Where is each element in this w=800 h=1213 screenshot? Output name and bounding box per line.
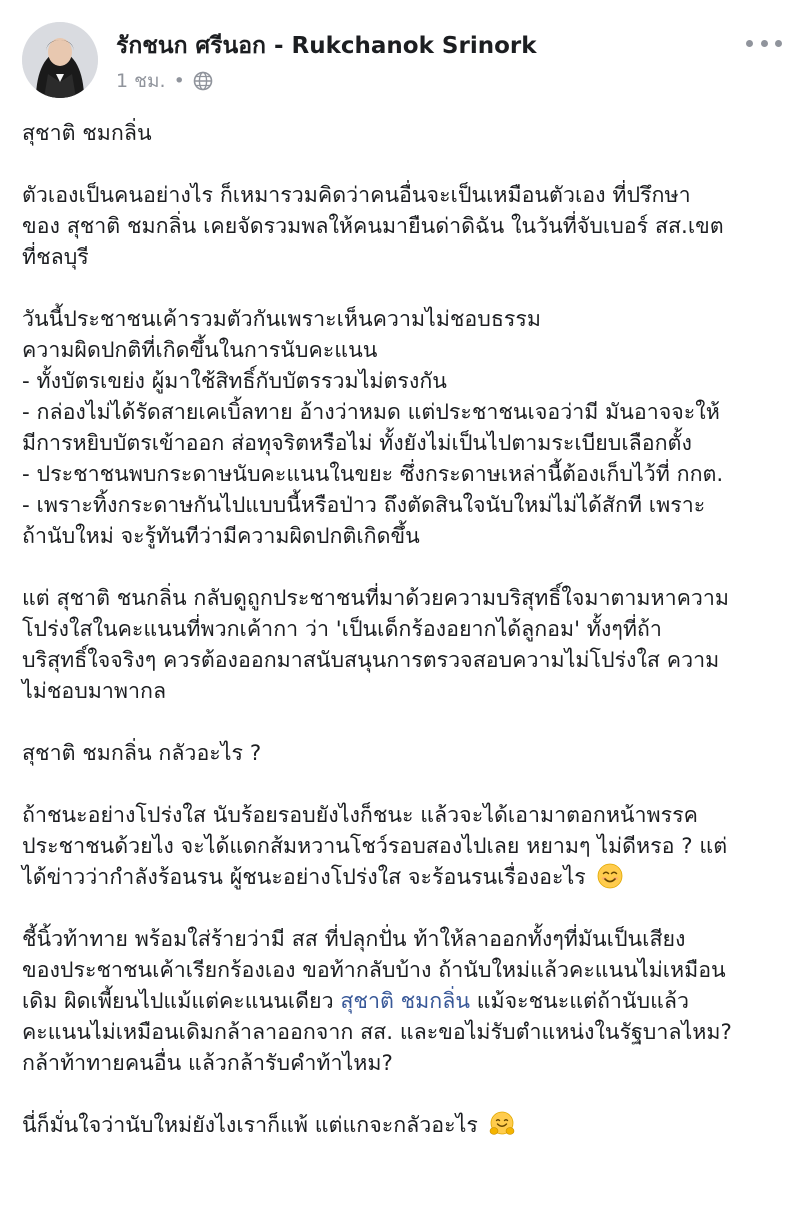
post-line: ของ สุชาติ ชมกลิ่น เคยจัดรวมพลให้คนมายืนด่าดิฉัน ในวันที่จับเบอร์ สส.เขต — [22, 214, 724, 239]
post-line: - ทั้งบัตรเขย่ง ผู้มาใช้สิทธิ์กับบัตรรวมไม่ตรงกัน — [22, 369, 447, 394]
more-dot — [761, 40, 768, 47]
post-line-text: นี่ก็มั่นใจว่านับใหม่ยังไงเราก็แพ้ แต่แกจะกลัวอะไร — [22, 1113, 478, 1138]
hugging-face-emoji-icon — [489, 1111, 515, 1137]
post-line-text: ได้ข่าวว่ากำลังร้อนรน ผู้ชนะอย่างโปร่งใส จะร้อนรนเรื่องอะไร — [22, 865, 586, 890]
paragraph-1 — [22, 118, 792, 149]
globe-icon[interactable] — [193, 71, 213, 91]
post-meta — [116, 66, 213, 96]
post-line: - ประชาชนพบกระดาษนับคะแนนในขยะ ซึ่งกระดาษเหล่านี้ต้องเก็บไว้ที่ กกต. — [22, 462, 724, 487]
paragraph-7 — [22, 924, 792, 1079]
paragraph-5 — [22, 738, 792, 769]
post-line: วันนี้ประชาชนเค้ารวมตัวกันเพราะเห็นความไม่ชอบธรรม — [22, 307, 541, 332]
post-line: สุชาติ ชมกลิ่น กลัวอะไร ? — [22, 741, 262, 766]
post-time[interactable]: 1 ชม. — [116, 70, 166, 92]
post-line: กล้าท้าทายคนอื่น แล้วกล้ารับคำท้าไหม? — [22, 1051, 393, 1076]
smiling-face-emoji-icon — [597, 863, 623, 889]
author-name[interactable]: รักชนก ศรีนอก - Rukchanok Srinork — [116, 33, 537, 59]
post-line: มีการหยิบบัตรเข้าออก ส่อทุจริตหรือไม่ ทั้งยังไม่เป็นไปตามระเบียบเลือกตั้ง — [22, 431, 692, 456]
post-line: โปร่งใสในคะแนนที่พวกเค้ากา ว่า 'เป็นเด็กร้องอยากได้ลูกอม' ทั้งๆที่ถ้า — [22, 617, 662, 642]
post-line: - เพราะทิ้งกระดาษกันไปแบบนี้หรือป่าว ถึงตัดสินใจนับใหม่ไม่ได้สักที เพราะ — [22, 493, 706, 518]
post-line: ที่ชลบุรี — [22, 245, 89, 270]
paragraph-6 — [22, 800, 792, 893]
post-line — [22, 986, 792, 1017]
post-line: ถ้านับใหม่ จะรู้ทันทีว่ามีความผิดปกติเกิดขึ้น — [22, 524, 420, 549]
more-options-icon[interactable] — [746, 32, 782, 54]
post-line — [22, 1110, 792, 1141]
post-line-text: เดิม ผิดเพี้ยนไปแม้แต่คะแนนเดียว — [22, 989, 341, 1014]
post-line-text: แม้จะชนะแต่ถ้านับแล้ว — [469, 989, 690, 1014]
post-line: สุชาติ ชมกลิ่น — [22, 121, 152, 146]
post-line: ตัวเองเป็นคนอย่างไร ก็เหมารวมคิดว่าคนอื่นจะเป็นเหมือนตัวเอง ที่ปรึกษา — [22, 183, 691, 208]
paragraph-4 — [22, 583, 792, 707]
meta-separator: • — [173, 70, 185, 92]
mention-link[interactable]: สุชาติ ชมกลิ่น — [340, 989, 470, 1014]
more-dot — [775, 40, 782, 47]
more-dot — [746, 40, 753, 47]
post-line: แต่ สุชาติ ชนกลิ่น กลับดูถูกประชาชนที่มาด้วยความบริสุทธิ์ใจมาตามหาความ — [22, 586, 730, 611]
post-line: ถ้าชนะอย่างโปร่งใส นับร้อยรอบยังไงก็ชนะ แล้วจะได้เอามาตอกหน้าพรรค — [22, 803, 698, 828]
post-line: คะแนนไม่เหมือนเดิมกล้าลาออกจาก สส. และขอไม่รับตำแหน่งในรัฐบาลไหม? — [22, 1020, 732, 1045]
post-line — [22, 862, 792, 893]
author-avatar[interactable] — [22, 22, 98, 98]
post-line: - กล่องไม่ได้รัดสายเคเบิ้ลทาย อ้างว่าหมด แต่ประชาชนเจอว่ามี มันอาจจะให้ — [22, 400, 720, 425]
paragraph-8 — [22, 1110, 792, 1141]
post-line: ประชาชนด้วยไง จะได้แดกส้มหวานโชว์รอบสองไปเลย หยามๆ ไม่ดีหรอ ? แต่ — [22, 834, 728, 859]
paragraph-2 — [22, 180, 792, 273]
post-line: ความผิดปกติที่เกิดขึ้นในการนับคะแนน — [22, 338, 378, 363]
post-line: ไม่ชอบมาพากล — [22, 679, 167, 704]
post-body — [22, 118, 792, 1141]
post-line: ชี้นิ้วท้าทาย พร้อมใส่ร้ายว่ามี สส ที่ปลุกปั่น ท้าให้ลาออกทั้งๆที่มันเป็นเสียง — [22, 927, 686, 952]
post-header — [22, 22, 800, 102]
paragraph-3 — [22, 304, 792, 552]
post-line: บริสุทธิ์ใจจริงๆ ควรต้องออกมาสนับสนุนการตรวจสอบความไม่โปร่งใส ความ — [22, 648, 720, 673]
post-line: ของประชาชนเค้าเรียกร้องเอง ขอท้ากลับบ้าง ถ้านับใหม่แล้วคะแนนไม่เหมือน — [22, 958, 726, 983]
profile-photo-icon — [22, 22, 98, 98]
